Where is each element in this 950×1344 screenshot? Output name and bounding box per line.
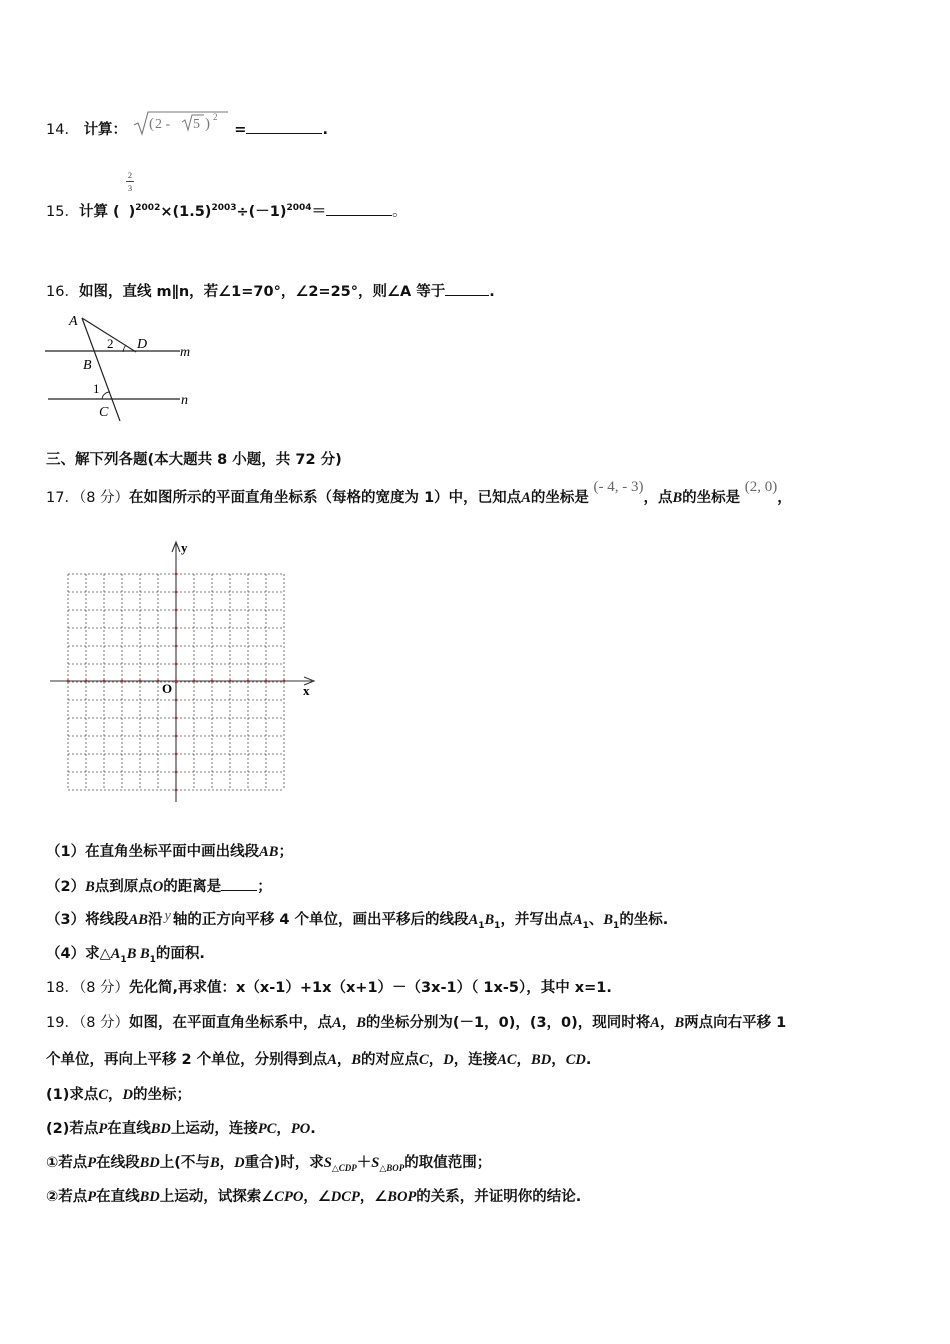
- q17-p4-bb1: B B: [126, 946, 150, 962]
- q19-l2-sep-2: ，: [428, 1052, 444, 1068]
- q19-l2-dot: .: [585, 1052, 592, 1068]
- q17-p3-point-b1-sub: 1: [613, 920, 620, 931]
- q19-line2-text-2: 的对应点: [361, 1052, 420, 1068]
- q19-c2-p: P: [87, 1189, 97, 1205]
- q17-p2-end: ；: [257, 879, 272, 895]
- q19-part-2: [46, 1119, 316, 1139]
- q17-p2-b: B: [85, 879, 95, 895]
- q17-text-2: 的坐标是: [530, 490, 589, 506]
- q17-p1-end: ；: [278, 844, 293, 860]
- y-axis-tick: [175, 645, 178, 648]
- q17-p2-text: 点到原点: [94, 879, 153, 895]
- q19-c2-text: ②若点: [46, 1189, 88, 1205]
- x-axis-tick: [121, 680, 124, 683]
- x-axis-tick: [103, 680, 106, 683]
- angle-1-arc: [102, 392, 110, 399]
- q19-c2-text-2: 在直线: [96, 1189, 140, 1205]
- q15-label: 计算 (: [78, 203, 120, 220]
- label-angle-1: 1: [93, 381, 100, 396]
- q17-p3-sep: 、: [588, 912, 604, 928]
- q18-number: 18．: [46, 980, 79, 996]
- q14-number: 14．: [46, 122, 79, 138]
- svg-text:): ): [204, 116, 210, 132]
- q17-text-1: 在如图所示的平面直角坐标系（每格的宽度为 1）中，已知点: [129, 490, 522, 506]
- q19-c1-s1: S: [323, 1155, 332, 1171]
- q19-p2-pc: PC: [257, 1121, 277, 1137]
- x-axis-tick: [157, 680, 160, 683]
- question-17: [46, 479, 792, 508]
- y-axis-tick: [175, 699, 178, 702]
- q15-answer-blank[interactable]: [326, 201, 392, 216]
- q19-case-2: [46, 1187, 581, 1207]
- q16-number: 16．: [46, 284, 79, 300]
- y-axis-label: y: [181, 540, 188, 555]
- q17-part-4: [46, 944, 205, 970]
- q17-p3-along: 沿: [147, 912, 163, 928]
- coordinate-grid: [50, 538, 322, 804]
- q15-close: ): [128, 203, 136, 220]
- q17-p4-prefix: （4）求△: [46, 946, 111, 962]
- q19-sep-2: ，: [659, 1015, 675, 1031]
- q19-number: 19．: [46, 1015, 79, 1031]
- q19-p2-sep: ，: [276, 1121, 291, 1137]
- q15-exp3: 2004: [286, 203, 312, 213]
- q17-p4-a1: A: [110, 946, 121, 962]
- q19-p1-c: C: [98, 1087, 109, 1103]
- q19-line1-text-3: 两点向右平移 1: [684, 1015, 787, 1031]
- q17-p3-point-a1-sub: 1: [582, 920, 589, 931]
- q19-p2-po: PO: [290, 1121, 311, 1137]
- x-axis-tick: [229, 680, 232, 683]
- question-18: [46, 978, 612, 998]
- y-axis-tick: [175, 591, 178, 594]
- q14-expr-power: 2: [212, 112, 218, 122]
- x-axis-tick: [85, 680, 88, 683]
- q19-c1-sep: ，: [219, 1155, 235, 1171]
- y-axis-tick: [175, 681, 178, 684]
- q14-label: 计算：: [83, 122, 128, 138]
- q14-end: .: [322, 122, 328, 138]
- x-axis-tick: [265, 680, 268, 683]
- q19-l2-d: D: [443, 1052, 454, 1068]
- q17-coord-b: (2, 0): [744, 479, 778, 495]
- label-d: D: [137, 337, 148, 352]
- q17-end: ，: [777, 490, 792, 506]
- svg-text:(: (: [148, 116, 154, 132]
- q18-score: （8 分）: [78, 980, 130, 996]
- q19-l2-sep-3: ，: [516, 1052, 532, 1068]
- x-axis-tick: [139, 680, 142, 683]
- q17-p3-ab: AB: [128, 912, 148, 928]
- question-14: [46, 114, 328, 146]
- q19-c2-bd: BD: [139, 1189, 160, 1205]
- q15-equals: ＝: [311, 203, 327, 220]
- q18-text: 先化简,再求值：x（x-1）+1x（x+1）－（3x-1）（ 1x-5），其中 x=1.: [129, 980, 612, 996]
- q17-text-4: 的坐标是: [682, 490, 741, 506]
- q17-p3-point-a1: A: [572, 912, 583, 928]
- q15-frac-numerator: 2: [127, 170, 133, 180]
- section-3-title: 三、解下列各题(本大题共 8 小题，共 72 分): [46, 452, 342, 468]
- q19-c2-cpo: CPO: [274, 1189, 304, 1205]
- q19-line-2: [46, 1050, 591, 1070]
- q16-end: .: [489, 284, 495, 300]
- q17-part-2: [46, 876, 272, 897]
- q17-p2-answer-blank[interactable]: [221, 876, 257, 891]
- q19-p1-end: 的坐标；: [133, 1087, 191, 1103]
- origin-label: O: [162, 681, 173, 696]
- q17-part-1: [46, 842, 293, 862]
- q19-point-a-2: A: [650, 1015, 660, 1031]
- q19-c1-text-4: 重合)时，求: [244, 1155, 324, 1171]
- q15-end: 。: [392, 203, 407, 220]
- q19-p2-text-3: 上运动，连接: [170, 1121, 258, 1137]
- q17-p3-a1-sub: 1: [478, 920, 485, 931]
- q19-l2-b: B: [351, 1052, 362, 1068]
- q15-exp2: 2003: [211, 203, 237, 213]
- q19-c2-angle-2: ，∠: [359, 1189, 388, 1205]
- q15-fraction: [125, 170, 135, 193]
- q19-c1-b: B: [209, 1155, 220, 1171]
- q19-c1-s2: S: [371, 1155, 380, 1171]
- q19-c2-end: 的关系，并证明你的结论.: [416, 1189, 582, 1205]
- question-19: [46, 1013, 786, 1033]
- q17-p4-end: 的面积.: [155, 946, 205, 962]
- sqrt-sign-icon: [132, 110, 230, 136]
- q19-c1-text-3: 上(不与: [159, 1155, 210, 1171]
- q15-mid2: ÷(－1): [236, 203, 287, 220]
- q17-p2-prefix: （2）: [46, 879, 86, 895]
- q16-text: 如图，直线 m∥n，若∠1=70°，∠2=25°，则∠A 等于: [78, 284, 446, 300]
- q17-p3-b1: B: [484, 912, 495, 928]
- q19-case-1: [46, 1153, 491, 1178]
- q19-c2-bop: BOP: [387, 1189, 417, 1205]
- x-axis-tick: [67, 680, 70, 683]
- q19-c1-s1-sub: △CDP: [331, 1162, 357, 1173]
- y-axis-tick: [175, 663, 178, 666]
- q19-p2-bd: BD: [150, 1121, 171, 1137]
- q16-figure: [40, 308, 210, 426]
- q19-p2-text-2: 在直线: [107, 1121, 151, 1137]
- q19-point-a: A: [332, 1015, 342, 1031]
- q19-c1-text: ①若点: [46, 1155, 88, 1171]
- q17-p3-a1: A: [468, 912, 479, 928]
- y-axis-tick: [175, 789, 178, 792]
- q17-point-a: A: [521, 490, 531, 506]
- label-c: C: [99, 405, 109, 420]
- q15-frac-denominator: 3: [127, 183, 133, 193]
- q17-p3-prefix: （3）将线段: [46, 912, 129, 928]
- q19-p2-text: (2)若点: [46, 1121, 99, 1137]
- q19-c2-dcp: DCP: [330, 1189, 360, 1205]
- q19-l2-c: C: [419, 1052, 429, 1068]
- y-axis-tick: [175, 753, 178, 756]
- label-b: B: [83, 358, 92, 373]
- q19-l2-a: A: [327, 1052, 337, 1068]
- question-15: [46, 198, 407, 222]
- q17-p2-text-2: 的距离是: [163, 879, 222, 895]
- q17-coord-a: (- 4, - 3): [593, 479, 644, 495]
- y-axis-tick: [175, 771, 178, 774]
- q14-expr-five: 5: [192, 117, 200, 132]
- q15-mid1: ×(1.5): [160, 203, 212, 220]
- q19-c2-angle: ，∠: [303, 1189, 331, 1205]
- q19-point-b-2: B: [674, 1015, 685, 1031]
- q17-p3-y: y: [164, 908, 171, 924]
- q19-c1-plus: ＋: [356, 1155, 372, 1171]
- x-axis-label: x: [303, 683, 310, 698]
- y-axis-tick: [175, 735, 178, 738]
- q19-point-b: B: [356, 1015, 366, 1031]
- q19-l2-ac: AC: [497, 1052, 517, 1068]
- label-n: n: [181, 393, 188, 408]
- q17-p3-end: 的坐标.: [619, 912, 669, 928]
- q17-p3-b1-sub: 1: [494, 920, 501, 931]
- x-axis-tick: [283, 680, 286, 683]
- q19-c1-text-2: 在线段: [96, 1155, 140, 1171]
- q17-p3-point-b1: B: [603, 912, 614, 928]
- x-axis-tick: [193, 680, 196, 683]
- q14-expr-two: 2 -: [154, 117, 170, 132]
- q19-score: （8 分）: [78, 1015, 130, 1031]
- q17-part-3: [46, 910, 668, 936]
- q17-p4-a1-sub: 1: [120, 954, 127, 965]
- q19-c1-bd: BD: [139, 1155, 160, 1171]
- q17-p3-text: 轴的正方向平移 4 个单位，画出平移后的线段: [172, 912, 469, 928]
- q14-equals: =: [234, 122, 247, 138]
- label-angle-2: 2: [107, 336, 114, 351]
- q15-number: 15．: [46, 203, 79, 220]
- q17-p3-text-2: ，并写出点: [500, 912, 573, 928]
- q17-point-b: B: [672, 490, 683, 506]
- q19-l2-sep-4: ，: [551, 1052, 566, 1068]
- q17-p1-ab: AB: [259, 844, 279, 860]
- q19-c2-text-3: 上运动，试探索∠: [159, 1189, 275, 1205]
- q14-answer-blank[interactable]: [246, 119, 322, 134]
- q19-c1-d: D: [234, 1155, 245, 1171]
- q19-p1-d: D: [122, 1087, 133, 1103]
- q19-p1-text: (1)求点: [46, 1087, 99, 1103]
- q19-line1-text-2: 的坐标分别为(－1，0)，(3，0)，现同时将: [365, 1015, 651, 1031]
- q19-p2-dot: .: [310, 1121, 316, 1137]
- q17-number: 17．: [46, 490, 79, 506]
- y-axis-tick: [175, 717, 178, 720]
- q19-p1-sep: ，: [108, 1087, 123, 1103]
- q16-answer-blank[interactable]: [445, 281, 489, 296]
- y-axis-tick: [175, 573, 178, 576]
- q19-c1-end: 的取值范围；: [404, 1155, 492, 1171]
- q14-sqrt-expression: [132, 110, 230, 142]
- q19-line2-text-3: ，连接: [453, 1052, 498, 1068]
- q19-line1-text: 如图，在平面直角坐标系中，点: [129, 1015, 333, 1031]
- q19-l2-bd: BD: [531, 1052, 552, 1068]
- label-a: A: [69, 314, 78, 329]
- q17-text-3: ，点: [643, 490, 673, 506]
- q19-p2-p: P: [98, 1121, 108, 1137]
- q19-l2-cd: CD: [565, 1052, 586, 1068]
- y-axis-tick: [175, 609, 178, 612]
- q19-c1-p: P: [87, 1155, 97, 1171]
- q19-line2-text: 个单位，再向上平移 2 个单位，分别得到点: [46, 1052, 328, 1068]
- q19-sep: ，: [341, 1015, 357, 1031]
- q15-exp1: 2002: [135, 203, 161, 213]
- q19-part-1: [46, 1085, 191, 1105]
- q17-p2-o: O: [152, 879, 164, 895]
- q17-p4-b1-sub: 1: [149, 954, 156, 965]
- label-m: m: [180, 345, 191, 360]
- x-axis-tick: [247, 680, 250, 683]
- x-axis-tick: [211, 680, 214, 683]
- q19-c1-s2-sub: △BOP: [379, 1162, 405, 1173]
- question-16: [46, 281, 495, 302]
- q19-l2-sep: ，: [336, 1052, 352, 1068]
- y-axis-tick: [175, 627, 178, 630]
- q17-p1-text: （1）在直角坐标平面中画出线段: [46, 844, 260, 860]
- q17-score: （8 分）: [78, 490, 130, 506]
